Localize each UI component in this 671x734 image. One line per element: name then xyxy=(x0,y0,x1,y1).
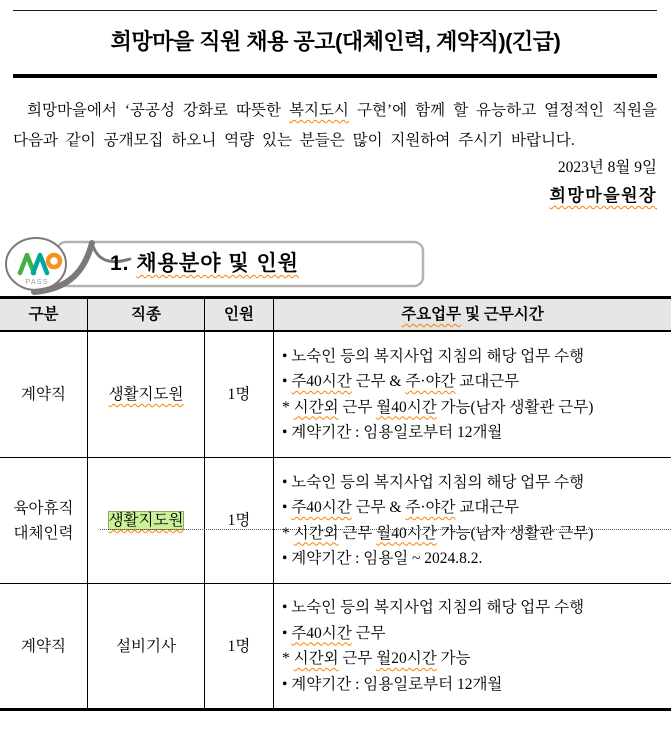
text-segment: • 계약기간 : 임용일 ~ 2024.8.2. xyxy=(282,550,483,567)
count-text xyxy=(228,634,251,659)
duty-line xyxy=(282,420,502,446)
count-cell xyxy=(205,332,274,458)
spellcheck-word: 월20시간 xyxy=(376,650,437,667)
position-text xyxy=(109,508,184,533)
category-text xyxy=(14,496,74,521)
duty-line xyxy=(282,344,584,370)
text-segment: * xyxy=(282,398,294,416)
spellcheck-word: 주40시간 xyxy=(291,499,352,516)
duty-line xyxy=(282,546,482,572)
duty-line xyxy=(282,369,519,395)
spellcheck-word: 주요업무 xyxy=(401,306,462,323)
document-title: 희망마을 직원 채용 공고(대체인력, 계약직)(긴급) xyxy=(110,29,561,54)
category-text xyxy=(21,382,66,407)
text-segment: • xyxy=(282,624,292,642)
text-segment: 근무 xyxy=(338,524,377,542)
count-text xyxy=(228,508,251,533)
text-segment: 가능(남자 생활관 근무) xyxy=(436,524,594,542)
spellcheck-word: 생활지도원 xyxy=(108,386,184,403)
duty-line xyxy=(282,672,502,698)
category-cell xyxy=(0,332,88,458)
intro-text: 희망마을에서 ‘공공성 강화로 따뜻한 xyxy=(27,102,290,119)
count-cell xyxy=(205,458,274,584)
text-segment: 구분 xyxy=(28,306,59,323)
text-segment: 근무 xyxy=(338,650,377,667)
posting-date: 2023년 8월 9일 xyxy=(557,159,657,176)
duty-line xyxy=(282,595,584,621)
text-segment: 근무 & xyxy=(351,373,406,390)
text-segment: * xyxy=(282,524,294,542)
duties-cell xyxy=(274,332,671,458)
spellcheck-word: 월40시간 xyxy=(376,524,437,542)
recruitment-table xyxy=(0,296,671,711)
spellcheck-word: 시간외 xyxy=(293,524,339,542)
duty-line xyxy=(282,470,584,496)
text-segment: 교대근무 xyxy=(455,499,520,516)
duty-line xyxy=(282,521,593,547)
spellcheck-word: 주40시간 xyxy=(291,373,352,390)
duty-line xyxy=(282,495,519,521)
text-segment: • xyxy=(282,373,292,390)
spellcheck-word: 월40시간 xyxy=(376,398,437,416)
header-label xyxy=(131,302,161,327)
text-segment: 가능(남자 생활관 근무) xyxy=(436,398,594,416)
top-divider xyxy=(13,10,657,11)
position-cell xyxy=(88,458,205,584)
highlighted-text: 생활지도원 xyxy=(108,512,184,529)
text-segment: 대체인력 xyxy=(13,524,74,542)
header-label xyxy=(401,302,544,327)
intro-paragraph xyxy=(13,96,657,156)
category-cell xyxy=(0,458,88,584)
spellcheck-word: 시간외 xyxy=(293,398,339,416)
text-segment: • 노숙인 등의 복지사업 지침의 해당 업무 수행 xyxy=(282,599,585,616)
column-header xyxy=(0,299,88,332)
duty-line xyxy=(282,646,471,672)
spellcheck-word: 시간외 xyxy=(293,650,339,667)
text-segment: 교대근무 xyxy=(455,373,520,390)
position-cell xyxy=(88,332,205,458)
text-segment: 근무 xyxy=(351,624,386,642)
section-title xyxy=(110,247,299,277)
count-cell xyxy=(205,584,274,708)
text-segment: • 계약기간 : 임용일로부터 12개월 xyxy=(282,675,503,693)
spellcheck-word: 주·야간 xyxy=(405,373,456,390)
duty-line xyxy=(282,395,593,421)
position-text xyxy=(116,634,176,659)
duty-line xyxy=(282,621,386,647)
text-segment: 및 근무시간 xyxy=(461,306,544,323)
count-text xyxy=(228,382,251,407)
text-segment: 1명 xyxy=(227,512,251,529)
text-segment: 근무 & xyxy=(351,499,406,516)
text-segment: * xyxy=(282,650,294,667)
header-label xyxy=(29,302,59,327)
text-segment: 인원 xyxy=(224,306,254,323)
text-segment: 계약직 xyxy=(21,386,66,403)
text-segment: 설비기사 xyxy=(116,637,176,655)
duties-cell xyxy=(274,584,671,708)
spellcheck-word: 주·야간 xyxy=(405,499,456,516)
category-text xyxy=(14,521,74,546)
logo-pass-label: PASS xyxy=(25,277,49,286)
duties-cell xyxy=(274,458,671,584)
text-segment: • 노숙인 등의 복지사업 지침의 해당 업무 수행 xyxy=(282,347,585,365)
position-cell xyxy=(88,584,205,708)
header-label xyxy=(224,302,254,327)
column-header xyxy=(205,299,274,332)
category-text xyxy=(21,634,66,659)
column-header xyxy=(274,299,671,332)
title-divider xyxy=(13,74,657,78)
column-header xyxy=(88,299,205,332)
text-segment: 1명 xyxy=(227,386,251,403)
spellcheck-word: 복지도시 xyxy=(289,102,349,119)
section-number: 1. xyxy=(110,252,130,275)
text-segment: • xyxy=(282,499,292,516)
category-cell xyxy=(0,584,88,708)
section-title-text: 채용분야 및 인원 xyxy=(136,252,300,275)
text-segment: 육아휴직 xyxy=(13,499,74,517)
text-segment: 계약직 xyxy=(21,637,66,655)
text-segment: 직종 xyxy=(131,306,161,323)
position-text xyxy=(109,382,184,407)
spellcheck-word: 주40시간 xyxy=(291,624,352,642)
text-segment: 가능 xyxy=(436,650,471,667)
text-segment: 근무 xyxy=(338,398,377,416)
intro-text: 구현’에 함께 할 유능하고 열정적인 직원을 다음과 같이 공개모집 하오니 역량 있는 분들은 많이 지원하여 주시기 바랍니다. xyxy=(13,102,657,149)
signature-text: 희망마을원장 xyxy=(549,186,657,205)
text-segment: • 노숙인 등의 복지사업 지침의 해당 업무 수행 xyxy=(282,473,585,491)
text-segment: 1명 xyxy=(227,637,251,655)
text-segment: • 계약기간 : 임용일로부터 12개월 xyxy=(282,424,503,441)
